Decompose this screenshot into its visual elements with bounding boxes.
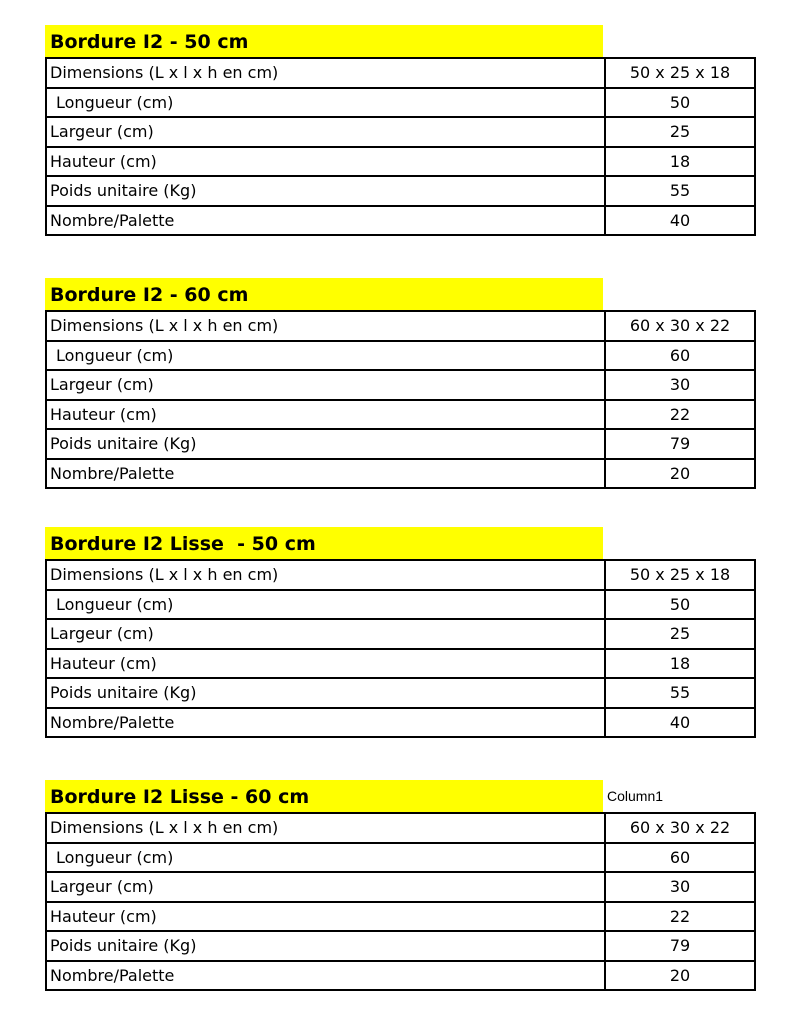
row-label: Dimensions (L x l x h en cm) [46, 813, 605, 843]
row-label: Poids unitaire (Kg) [46, 429, 605, 459]
row-value: 50 x 25 x 18 [605, 58, 755, 88]
product-section [45, 25, 756, 236]
row-value: 50 [605, 88, 755, 118]
table-row [46, 370, 755, 400]
table-row [46, 961, 755, 991]
row-label: Dimensions (L x l x h en cm) [46, 58, 605, 88]
row-value: 25 [605, 619, 755, 649]
table-row [46, 649, 755, 679]
spec-table [45, 57, 756, 236]
table-row [46, 429, 755, 459]
row-label: Hauteur (cm) [46, 400, 605, 430]
spec-table [45, 812, 756, 991]
row-value: 79 [605, 429, 755, 459]
row-label: Largeur (cm) [46, 117, 605, 147]
spec-table [45, 310, 756, 489]
table-row [46, 88, 755, 118]
row-value: 60 x 30 x 22 [605, 311, 755, 341]
row-value: 40 [605, 708, 755, 738]
row-label: Dimensions (L x l x h en cm) [46, 311, 605, 341]
row-label: Nombre/Palette [46, 961, 605, 991]
row-label: Nombre/Palette [46, 708, 605, 738]
section-title: Bordure I2 Lisse - 60 cm [45, 780, 603, 812]
row-label: Longueur (cm) [46, 843, 605, 873]
table-row [46, 311, 755, 341]
table-row [46, 147, 755, 177]
row-value: 60 [605, 341, 755, 371]
table-row [46, 590, 755, 620]
row-label: Poids unitaire (Kg) [46, 931, 605, 961]
row-value: 79 [605, 931, 755, 961]
row-label: Hauteur (cm) [46, 649, 605, 679]
row-label: Hauteur (cm) [46, 902, 605, 932]
row-label: Longueur (cm) [46, 88, 605, 118]
section-title: Bordure I2 Lisse - 50 cm [45, 527, 603, 559]
row-value: 55 [605, 678, 755, 708]
row-value: 30 [605, 872, 755, 902]
row-value: 25 [605, 117, 755, 147]
row-value: 50 [605, 590, 755, 620]
row-label: Hauteur (cm) [46, 147, 605, 177]
row-label: Poids unitaire (Kg) [46, 176, 605, 206]
table-row [46, 206, 755, 236]
row-label: Nombre/Palette [46, 206, 605, 236]
table-row [46, 708, 755, 738]
row-value: 20 [605, 961, 755, 991]
row-value: 50 x 25 x 18 [605, 560, 755, 590]
row-value: 60 x 30 x 22 [605, 813, 755, 843]
row-label: Largeur (cm) [46, 619, 605, 649]
row-label: Longueur (cm) [46, 590, 605, 620]
row-label: Dimensions (L x l x h en cm) [46, 560, 605, 590]
row-label: Largeur (cm) [46, 872, 605, 902]
table-row [46, 341, 755, 371]
table-row [46, 560, 755, 590]
table-row [46, 843, 755, 873]
row-label: Poids unitaire (Kg) [46, 678, 605, 708]
row-value: 20 [605, 459, 755, 489]
row-label: Largeur (cm) [46, 370, 605, 400]
spec-table [45, 559, 756, 738]
table-row [46, 400, 755, 430]
row-value: 55 [605, 176, 755, 206]
row-value: 40 [605, 206, 755, 236]
row-label: Nombre/Palette [46, 459, 605, 489]
product-section [45, 780, 756, 991]
row-label: Longueur (cm) [46, 341, 605, 371]
section-title: Bordure I2 - 50 cm [45, 25, 603, 57]
table-row [46, 931, 755, 961]
row-value: 18 [605, 649, 755, 679]
row-value: 18 [605, 147, 755, 177]
table-row [46, 902, 755, 932]
table-row [46, 619, 755, 649]
row-value: 30 [605, 370, 755, 400]
column-header: Column1 [607, 788, 664, 804]
row-value: 22 [605, 902, 755, 932]
table-row [46, 117, 755, 147]
section-title: Bordure I2 - 60 cm [45, 278, 603, 310]
product-section [45, 278, 756, 489]
row-value: 60 [605, 843, 755, 873]
table-row [46, 176, 755, 206]
table-row [46, 872, 755, 902]
table-row [46, 459, 755, 489]
product-section [45, 527, 756, 738]
table-row [46, 58, 755, 88]
row-value: 22 [605, 400, 755, 430]
table-row [46, 678, 755, 708]
table-row [46, 813, 755, 843]
